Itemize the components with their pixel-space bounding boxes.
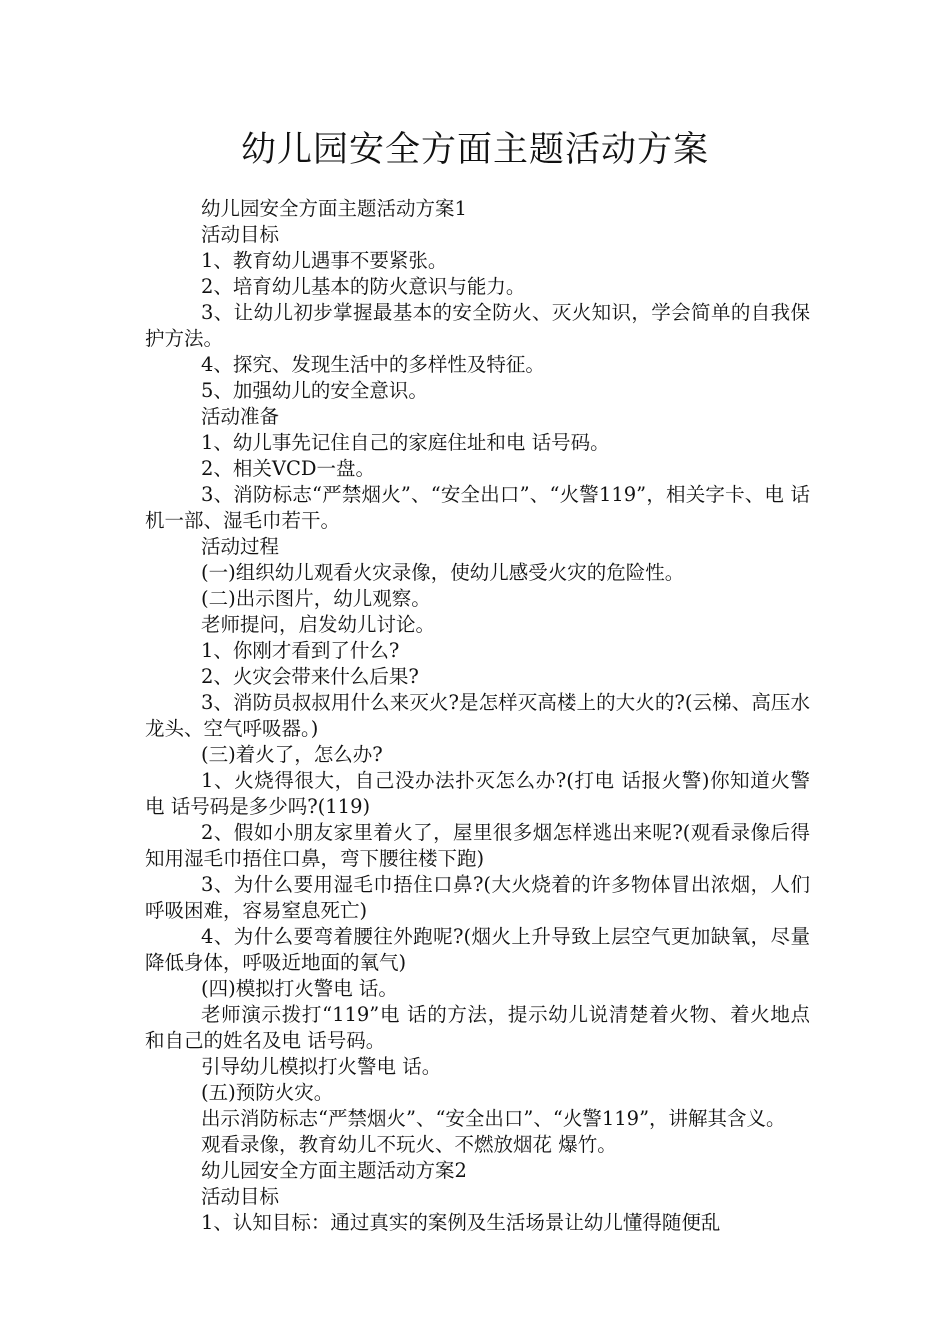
paragraph: 1、火烧得很大，自己没办法扑灭怎么办?(打电 话报火警)你知道火警电 话号码是多少吗?(119)	[145, 769, 810, 818]
paragraph: 5、加强幼儿的安全意识。	[201, 379, 428, 402]
paragraph: 1、教育幼儿遇事不要紧张。	[201, 249, 448, 272]
paragraph: 3、为什么要用湿毛巾捂住口鼻?(大火烧着的许多物体冒出浓烟，人们呼吸困难，容易窒息死亡)	[145, 873, 810, 922]
paragraph: 1、认知目标：通过真实的案例及生活场景让幼儿懂得随便乱	[201, 1211, 721, 1234]
paragraph: 1、你刚才看到了什么?	[201, 639, 400, 662]
paragraph: 活动准备	[201, 405, 280, 428]
paragraph: 活动过程	[201, 535, 280, 558]
paragraph: 观看录像，教育幼儿不玩火、不燃放烟花 爆竹。	[201, 1133, 617, 1156]
paragraph: 3、让幼儿初步掌握最基本的安全防火、灭火知识，学会简单的自我保护方法。	[145, 301, 810, 350]
paragraph: 幼儿园安全方面主题活动方案1	[201, 197, 467, 220]
paragraph: 3、消防标志“严禁烟火”、“安全出口”、“火警119”，相关字卡、电 话机一部、湿毛巾若干。	[145, 483, 810, 532]
paragraph: 老师演示拨打“119”电 话的方法，提示幼儿说清楚着火物、着火地点和自己的姓名及电 话号码。	[145, 1003, 810, 1052]
paragraph: 2、培育幼儿基本的防火意识与能力。	[201, 275, 526, 298]
paragraph: 幼儿园安全方面主题活动方案2	[201, 1159, 467, 1182]
document-title: 幼儿园安全方面主题活动方案	[240, 130, 709, 170]
paragraph: 4、探究、发现生活中的多样性及特征。	[201, 353, 545, 376]
paragraph: (二)出示图片，幼儿观察。	[201, 587, 431, 610]
paragraph: 老师提问，启发幼儿讨论。	[201, 613, 436, 636]
paragraph: (一)组织幼儿观看火灾录像，使幼儿感受火灾的危险性。	[201, 561, 685, 584]
paragraph: (四)模拟打火警电 话。	[201, 977, 398, 1000]
paragraph: 3、消防员叔叔用什么来灭火?是怎样灭高楼上的大火的?(云梯、高压水龙头、空气呼吸器。)	[145, 691, 810, 740]
document-body	[145, 196, 810, 1236]
paragraph: 出示消防标志“严禁烟火”、“安全出口”、“火警119”，讲解其含义。	[201, 1107, 786, 1130]
paragraph: 引导幼儿模拟打火警电 话。	[201, 1055, 442, 1078]
paragraph: 2、假如小朋友家里着火了，屋里很多烟怎样逃出来呢?(观看录像后得知用湿毛巾捂住口鼻，弯下腰往楼下跑)	[145, 821, 810, 870]
paragraph: 活动目标	[201, 1185, 280, 1208]
paragraph: 1、幼儿事先记住自己的家庭住址和电 话号码。	[201, 431, 610, 454]
paragraph: 4、为什么要弯着腰往外跑呢?(烟火上升导致上层空气更加缺氧，尽量降低身体，呼吸近地面的氧气)	[145, 925, 810, 974]
paragraph: (五)预防火灾。	[201, 1081, 334, 1104]
paragraph: 2、相关VCD一盘。	[201, 457, 376, 480]
paragraph: 活动目标	[201, 223, 280, 246]
paragraph: (三)着火了，怎么办?	[201, 743, 383, 766]
paragraph: 2、火灾会带来什么后果?	[201, 665, 419, 688]
